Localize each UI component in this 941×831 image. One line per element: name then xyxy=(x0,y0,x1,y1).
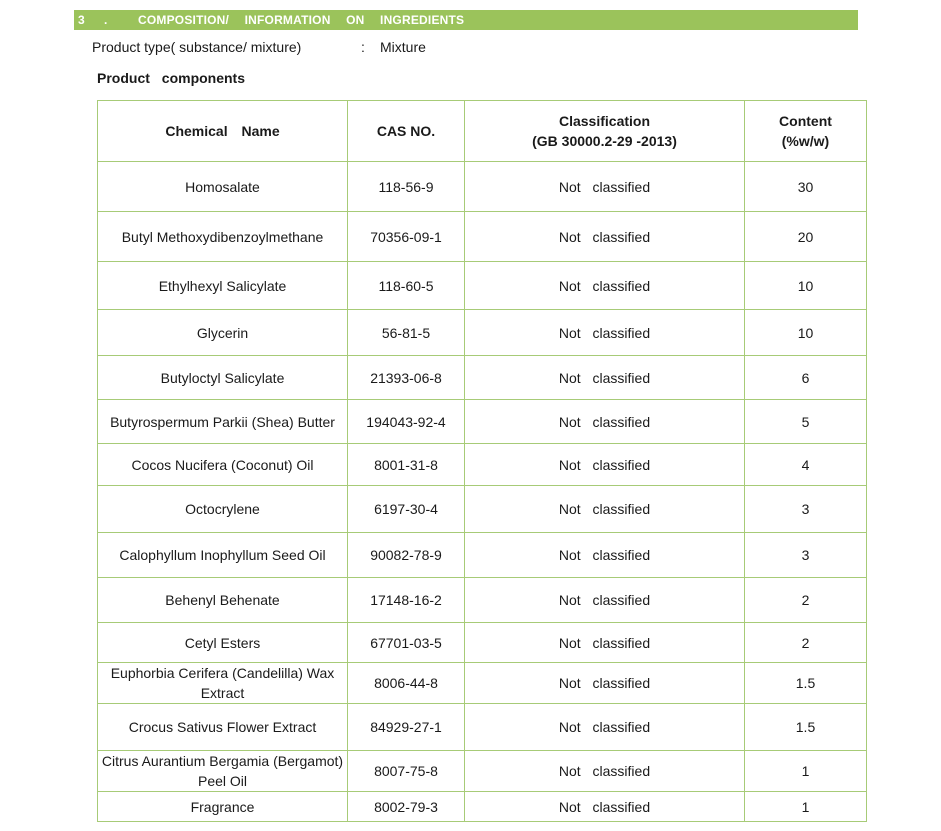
cell-content: 30 xyxy=(745,162,867,212)
cell-chemical-name: Cocos Nucifera (Coconut) Oil xyxy=(98,444,348,486)
header-content-line2: (%w/w) xyxy=(781,133,830,149)
cell-content: 2 xyxy=(745,578,867,623)
cell-content: 1 xyxy=(745,751,867,792)
cell-cas-no: 8002-79-3 xyxy=(348,792,465,822)
cell-classification: Not classified xyxy=(465,212,745,262)
cell-classification: Not classified xyxy=(465,792,745,822)
header-content xyxy=(745,101,867,162)
cell-chemical-name: Butyl Methoxydibenzoylmethane xyxy=(98,212,348,262)
cell-cas-no: 67701-03-5 xyxy=(348,623,465,663)
table-row xyxy=(98,356,867,400)
table-row xyxy=(98,533,867,578)
table-row xyxy=(98,162,867,212)
cell-chemical-name: Crocus Sativus Flower Extract xyxy=(98,704,348,751)
cell-cas-no: 6197-30-4 xyxy=(348,486,465,533)
cell-chemical-name: Glycerin xyxy=(98,310,348,356)
cell-content: 1 xyxy=(745,792,867,822)
cell-chemical-name: Butyrospermum Parkii (Shea) Butter xyxy=(98,400,348,444)
product-type-label: Product type( substance/ mixture) xyxy=(92,39,302,55)
table-row xyxy=(98,623,867,663)
components-table-wrapper xyxy=(97,100,867,822)
product-type-separator: : xyxy=(361,39,365,55)
cell-cas-no: 118-60-5 xyxy=(348,262,465,310)
cell-classification: Not classified xyxy=(465,356,745,400)
product-type-value: Mixture xyxy=(380,39,426,55)
table-header-row xyxy=(98,101,867,162)
cell-cas-no: 118-56-9 xyxy=(348,162,465,212)
cell-content: 3 xyxy=(745,533,867,578)
cell-classification: Not classified xyxy=(465,751,745,792)
section-header-bar xyxy=(74,10,858,30)
cell-cas-no: 8007-75-8 xyxy=(348,751,465,792)
table-row xyxy=(98,262,867,310)
cell-classification: Not classified xyxy=(465,704,745,751)
table-row xyxy=(98,751,867,792)
cell-chemical-name: Ethylhexyl Salicylate xyxy=(98,262,348,310)
cell-chemical-name: Cetyl Esters xyxy=(98,623,348,663)
cell-chemical-name: Octocrylene xyxy=(98,486,348,533)
header-classification-line1: Classification xyxy=(558,113,651,129)
cell-classification: Not classified xyxy=(465,444,745,486)
product-components-title: Product components xyxy=(97,70,246,86)
table-row xyxy=(98,578,867,623)
cell-content: 1.5 xyxy=(745,663,867,704)
cell-classification: Not classified xyxy=(465,623,745,663)
cell-content: 3 xyxy=(745,486,867,533)
components-table xyxy=(97,100,867,822)
table-row xyxy=(98,486,867,533)
table-row xyxy=(98,212,867,262)
cell-cas-no: 8006-44-8 xyxy=(348,663,465,704)
table-row xyxy=(98,400,867,444)
table-row xyxy=(98,444,867,486)
cell-content: 10 xyxy=(745,310,867,356)
section-number: 3 xyxy=(78,13,85,27)
cell-cas-no: 21393-06-8 xyxy=(348,356,465,400)
cell-content: 2 xyxy=(745,623,867,663)
table-row xyxy=(98,310,867,356)
cell-cas-no: 70356-09-1 xyxy=(348,212,465,262)
header-cas-no: CAS NO. xyxy=(348,101,465,162)
header-classification-line2: (GB 30000.2-29 -2013) xyxy=(532,133,677,149)
section-dot: . xyxy=(104,13,108,27)
table-row xyxy=(98,704,867,751)
cell-classification: Not classified xyxy=(465,578,745,623)
cell-classification: Not classified xyxy=(465,162,745,212)
header-classification xyxy=(465,101,745,162)
cell-content: 1.5 xyxy=(745,704,867,751)
header-content-line1: Content xyxy=(779,113,832,129)
cell-chemical-name: Butyloctyl Salicylate xyxy=(98,356,348,400)
cell-cas-no: 90082-78-9 xyxy=(348,533,465,578)
table-row xyxy=(98,663,867,704)
cell-chemical-name: Calophyllum Inophyllum Seed Oil xyxy=(98,533,348,578)
cell-classification: Not classified xyxy=(465,262,745,310)
cell-classification: Not classified xyxy=(465,663,745,704)
cell-chemical-name: Behenyl Behenate xyxy=(98,578,348,623)
cell-chemical-name: Fragrance xyxy=(98,792,348,822)
cell-classification: Not classified xyxy=(465,533,745,578)
cell-content: 4 xyxy=(745,444,867,486)
cell-chemical-name: Citrus Aurantium Bergamia (Bergamot) Peel Oil xyxy=(98,751,348,792)
cell-classification: Not classified xyxy=(465,486,745,533)
cell-chemical-name: Homosalate xyxy=(98,162,348,212)
header-chemical-name: Chemical Name xyxy=(98,101,348,162)
cell-cas-no: 56-81-5 xyxy=(348,310,465,356)
cell-cas-no: 84929-27-1 xyxy=(348,704,465,751)
cell-cas-no: 8001-31-8 xyxy=(348,444,465,486)
cell-content: 10 xyxy=(745,262,867,310)
cell-chemical-name: Euphorbia Cerifera (Candelilla) Wax Extract xyxy=(98,663,348,704)
section-title: COMPOSITION/ INFORMATION ON INGREDIENTS xyxy=(138,13,465,27)
cell-content: 5 xyxy=(745,400,867,444)
table-row xyxy=(98,792,867,822)
cell-cas-no: 194043-92-4 xyxy=(348,400,465,444)
table-body xyxy=(98,162,867,822)
cell-cas-no: 17148-16-2 xyxy=(348,578,465,623)
cell-classification: Not classified xyxy=(465,310,745,356)
cell-classification: Not classified xyxy=(465,400,745,444)
cell-content: 20 xyxy=(745,212,867,262)
cell-content: 6 xyxy=(745,356,867,400)
